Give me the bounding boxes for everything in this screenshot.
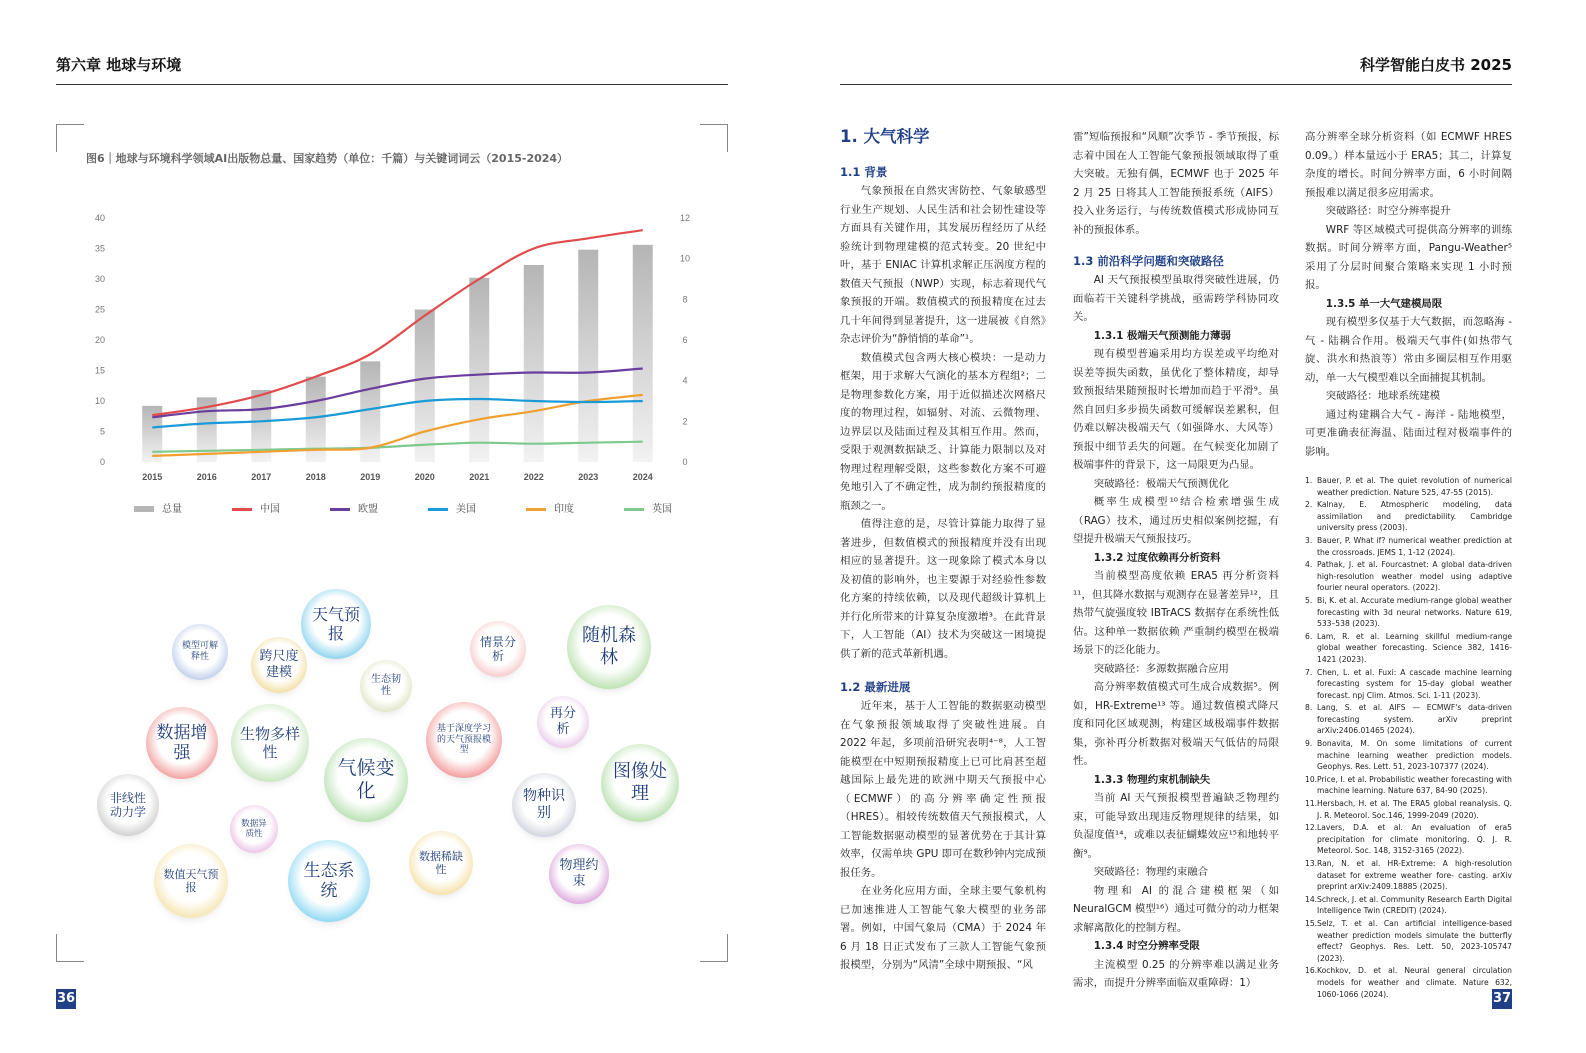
- reference-number: 16.: [1305, 966, 1318, 976]
- left-axis-tick-label: 20: [94, 335, 105, 345]
- reference-number: 15.: [1305, 918, 1318, 928]
- paragraph: 在业务化应用方面，全球主要气象机构已加速推进人工智能气象大模型的业务部署。例如，中国气象局（CMA）于 2024 年 6 月 18 日正式发布了三款人工智能气象预报模型，分别为“风清”全球中期预报、“风: [840, 885, 1046, 971]
- word-cloud-bubble: [172, 624, 228, 680]
- legend-swatch: [232, 508, 252, 511]
- reference-text: Schreck, J. et al. Community Research Earth Digital Intelligence Twin (CREDIT) (2024).: [1317, 894, 1512, 916]
- bar-total: [633, 245, 653, 462]
- x-axis-tick-label: 2020: [414, 472, 435, 482]
- x-axis-tick-label: 2022: [523, 472, 544, 482]
- sub-subsection-heading: 1.3.2 过度依赖再分析资料: [1093, 551, 1221, 564]
- bar-total: [578, 250, 598, 462]
- word-cloud-keyword: 数值天气预报: [163, 867, 219, 894]
- reference-text: Bonavita, M. On some limitations of current machine learning weather prediction models. Geophys. Res. Lett. 51, 2023-107377 (2024).: [1317, 739, 1512, 772]
- bar-total: [524, 265, 544, 462]
- word-cloud-keyword: 生物多样性: [239, 725, 300, 761]
- paragraph: 高分辨率数值模式可生成合成数据⁵。例如，HR-Extreme¹³ 等。通过数值模式降尺度和同化区域观测，构建区域极端事件数据集，弥补再分析数据对极端天气低估的局限性。: [1073, 681, 1279, 767]
- left-axis-tick-label: 35: [94, 243, 105, 254]
- paragraph: WRF 等区域模式可提供高分辨率的训练数据。时间分辨率方面，Pangu-Weather⁵ 采用了分层时间聚合策略来实现 1 小时预报。: [1305, 223, 1512, 291]
- frame-corner-bl: [56, 934, 84, 962]
- reference-text: Hersbach, H. et al. The ERA5 global reanalysis. Q. J. R. Meteorol. Soc.146, 1999-2049 (2020).: [1317, 799, 1512, 820]
- reference-item: [1305, 858, 1512, 893]
- reference-item: [1305, 667, 1512, 702]
- right-header-rule: [840, 84, 1512, 85]
- word-cloud-keyword: 生态系统: [303, 860, 355, 901]
- paragraph: 突破路径：极端天气预测优化: [1093, 477, 1229, 490]
- left-axis-tick-label: 0: [99, 457, 105, 467]
- word-cloud-keyword: 再分析: [549, 706, 576, 737]
- paragraph: 值得注意的是，尽管计算能力取得了显著进步，但数值模式的预报精度并没有出现相应的显著提升。这一现象除了模式本身以及初值的影响外，也主要源于对经验性参数化方案的持续依赖，以及现代超级计算机上并行化所带来的计算复杂度激增³。在此背景下，人工智能（AI）技术为突破这一困境提供了新的范式革新机遇。: [840, 518, 1046, 660]
- paragraph: AI 天气预报模型虽取得突破性进展，仍面临若干关键科学挑战，亟需跨学科协同攻关。: [1073, 274, 1279, 323]
- reference-number: 10.: [1305, 774, 1318, 784]
- x-axis-tick-label: 2016: [196, 472, 217, 482]
- right-axis-tick-label: 2: [682, 416, 688, 427]
- reference-item: [1305, 822, 1512, 857]
- reference-item: [1305, 535, 1512, 558]
- reference-number: 2.: [1305, 500, 1313, 510]
- publication-trend-chart: [80, 200, 720, 490]
- sub-subsection-heading: 1.3.3 物理约束机制缺失: [1093, 773, 1211, 786]
- paragraph: 通过构建耦合大气 - 海洋 - 陆地模型，可更准确表征海温、陆面过程对极端事件的影响。: [1305, 408, 1512, 458]
- word-cloud-keyword: 情景分析: [479, 634, 516, 663]
- word-cloud-bubble: [470, 621, 526, 677]
- chart-legend: [134, 500, 694, 516]
- word-cloud-keyword: 物种识别: [523, 788, 565, 821]
- left-page-number: 36: [56, 989, 76, 1009]
- reference-text: Lang, S. et al. AIFS — ECMWF's data-driven forecasting system. arXiv preprint arXiv:2406.01465 (2024).: [1317, 703, 1512, 736]
- right-axis-tick-label: 4: [682, 375, 688, 386]
- sub-subsection-heading: 1.3.1 极端天气预测能力薄弱: [1093, 329, 1231, 342]
- reference-number: 1.: [1305, 476, 1313, 485]
- left-axis-tick-label: 30: [94, 274, 105, 284]
- reference-number: 11.: [1305, 799, 1318, 809]
- left-chapter-header: 第六章 地球与环境: [56, 56, 182, 74]
- reference-item: [1305, 918, 1512, 964]
- word-cloud-keyword: 图像处理: [613, 761, 667, 804]
- series-line-欧盟: [152, 368, 643, 417]
- reference-text: Price, I. et al. Probabilistic weather forecasting with machine learning. Nature 637, 84-90 (2025).: [1317, 774, 1512, 796]
- paragraph: 现有模型普遍采用均方误差或平均绝对误差等损失函数，虽优化了整体精度，却导致预报结果随预报时长增加而趋于平滑⁹。虽然自回归多步损失函数可缓解误差累积，但仍难以解决极端天气（如强降水、大风等）预报中细节丢失的问题。在气候变化加剧了极端事件的背景下，这一局限更为凸显。: [1073, 348, 1279, 471]
- reference-text: Lavers, D.A. et al. An evaluation of era5 precipitation for climate monitoring. Q. J. R. Meteorol. Soc. 148, 3152-3165 (2022).: [1317, 823, 1512, 856]
- paragraph: 当前模型高度依赖 ERA5 再分析资料¹¹，但其降水数据与观测存在显著差异¹²，且热带气旋强度较 IBTrACS 数据存在系统性低估。这种单一数据依赖 严重制约模型在极端场景下的泛化能力。: [1073, 570, 1279, 656]
- word-cloud-bubble: [360, 660, 412, 712]
- legend-item: [526, 500, 574, 515]
- paragraph: 突破路径：物理约束融合: [1093, 866, 1209, 878]
- word-cloud-bubble: [567, 605, 651, 689]
- reference-number: 7.: [1305, 667, 1313, 677]
- reference-text: Pathak, J. et al. Fourcastnet: A global data-driven high-resolution weather model using adaptive fourier neural operators. (2022).: [1317, 560, 1512, 593]
- word-cloud-bubble: [324, 738, 408, 822]
- reference-text: Bauer, P. What if? numerical weather prediction at the crossroads. JEMS 1, 1-12 (2024).: [1317, 535, 1512, 557]
- word-cloud-bubble: [251, 637, 307, 693]
- legend-label: 英国: [652, 504, 672, 515]
- word-cloud-keyword: 模型可解释性: [181, 641, 218, 662]
- x-axis-tick-label: 2015: [142, 472, 163, 482]
- reference-text: Ran, N. et al. HR-Extreme: A high-resolution dataset for extreme weather fore- casting. arXiv preprint arXiv:2409.18885 (2025).: [1317, 859, 1512, 892]
- word-cloud-bubble: [301, 589, 371, 659]
- word-cloud-keyword: 非线性动力学: [109, 790, 146, 819]
- paragraph: 现有模型多仅基于大气数据，而忽略海 - 气 - 陆耦合作用。极端天气事件(如热带气旋、洪水和热浪等）常由多圈层相互作用驱动，单一大气模型难以全面捕捉其机制。: [1305, 316, 1512, 384]
- reference-item: [1305, 738, 1512, 773]
- reference-item: [1305, 559, 1512, 594]
- paragraph: 物理和 AI 的混合建模框架（如 NeuralGCM 模型¹⁶）通过可微分的动力框架求解离散化的控制方程。: [1073, 884, 1279, 934]
- reference-number: 6.: [1305, 631, 1313, 641]
- paragraph: 数值模式包含两大核心模块：一是动力框架，用于求解大气演化的基本方程组²；二是物理参数化方案，用于近似描述次网格尺度的物理过程，如辐射、对流、云微物理、边界层以及陆面过程及其相互作用。然而，受限于观测数据缺乏、计算能力限制以及对物理过程理解受限，这些参数化方案不可避免地引入了不确定性，成为制约预报精度的瓶颈之一。: [840, 351, 1046, 512]
- word-cloud-keyword: 生态韧性: [371, 674, 401, 697]
- x-axis-tick-label: 2019: [360, 472, 381, 482]
- legend-swatch: [526, 508, 546, 511]
- left-axis-tick-label: 40: [94, 213, 105, 223]
- bar-total: [415, 310, 435, 463]
- legend-label: 美国: [456, 504, 476, 515]
- reference-text: Lam, R. et al. Learning skillful medium-range global weather forecasting. Science 382, 1416-1421 (2023).: [1317, 631, 1512, 664]
- reference-item: [1305, 965, 1512, 1000]
- right-axis-tick-label: 10: [679, 253, 691, 264]
- reference-number: 13.: [1305, 859, 1318, 868]
- left-axis-tick-label: 5: [99, 426, 105, 437]
- frame-corner-tl: [56, 124, 84, 152]
- reference-item: [1305, 631, 1512, 666]
- word-cloud-bubble: [97, 774, 159, 836]
- legend-swatch: [134, 506, 154, 512]
- right-axis-tick-label: 8: [682, 294, 688, 305]
- legend-item: [330, 500, 378, 515]
- x-axis-tick-label: 2023: [578, 472, 599, 482]
- word-cloud-bubble: [409, 831, 473, 895]
- paragraph: 突破路径：多源数据融合应用: [1093, 662, 1229, 675]
- word-cloud-bubble: [601, 744, 679, 822]
- word-cloud-keyword: 数据异质性: [241, 818, 267, 839]
- sub-subsection-heading: 1.3.4 时空分辨率受限: [1093, 940, 1200, 952]
- right-book-header: 科学智能白皮书 2025: [1360, 56, 1512, 74]
- x-axis-tick-label: 2021: [469, 472, 490, 482]
- legend-label: 印度: [554, 504, 574, 515]
- paragraph: 概率生成模型¹⁰结合检索增强生成（RAG）技术，通过历史相似案例挖掘，有望提升极端天气预报技巧。: [1073, 496, 1279, 545]
- paragraph: 突破路径：时空分辨率提升: [1325, 205, 1451, 217]
- reference-number: 5.: [1305, 595, 1313, 605]
- word-cloud-keyword: 数据增强: [156, 722, 208, 763]
- paragraph: 气象预报在自然灾害防控、气象敏感型行业生产规划、人民生活和社会韧性建设等方面具有关键作用，其发展历程经历了从经验统计到物理建模的范式转变。20 世纪中叶，基于 ENIAC 计算机求解正压涡度方程的数值天气预报（NWP）实现，标志着现代气象预报的开端。数值模式的预报精度在过去几十年间得到显著提升，这一进展被《自然》杂志评价为“静悄悄的革命”¹。: [840, 185, 1046, 345]
- word-cloud-bubble: [230, 805, 278, 853]
- sub-subsection-heading: 1.3.5 单一大气建模局限: [1325, 297, 1443, 310]
- word-cloud-keyword: 气候变化: [337, 757, 395, 802]
- paragraph: 近年来，基于人工智能的数据驱动模型在气象预报领域取得了突破性进展。自 2022 年起，多项前沿研究表明⁴⁻⁸，人工智能模型在中短期预报精度上已可比肩甚至超越国际上最先进的欧洲中期天气预报中心（ECMWF）的高分辨率确定性预报（HRES）。相较传统数值天气预报模式，人工智能数据驱动模型的显著优势在于其计算效率，仅需单块 GPU 即可在数秒钟内完成预报任务。: [840, 700, 1046, 879]
- figure-title: 图6｜地球与环境科学领域AI出版物总量、国家趋势（单位：千篇）与关键词词云（2015-2024）: [86, 152, 569, 165]
- bar-total: [469, 278, 489, 462]
- subsection-heading-background: 1.1 背景: [840, 165, 888, 179]
- paragraph: 高分辨率全球分析资料（如 ECMWF HRES 0.09。）样本量远小于 ERA5；其二，计算复杂度的增长。时间分辨率方面，6 小时间隔预报难以满足很多应用需求。: [1305, 131, 1512, 199]
- right-axis-tick-label: 0: [682, 457, 688, 467]
- legend-swatch: [624, 508, 644, 511]
- word-cloud-bubble: [288, 840, 370, 922]
- word-cloud-keyword: 天气预报: [311, 604, 360, 643]
- left-axis-tick-label: 15: [94, 365, 105, 376]
- paragraph: 主流模型 0.25 的分辨率难以满足业务需求，而提升分辨率面临双重障碍：1）: [1073, 958, 1279, 989]
- reference-text: Kochkov, D. et al. Neural general circulation models for weather and climate. Nature 632, 1060-1066 (2024).: [1317, 966, 1512, 999]
- paragraph: 突破路径：地球系统建模: [1325, 390, 1441, 402]
- word-cloud-bubble: [146, 707, 218, 779]
- legend-label: 中国: [260, 504, 280, 515]
- reference-item: [1305, 595, 1512, 630]
- legend-item: [232, 500, 280, 515]
- series-line-中国: [152, 230, 643, 415]
- word-cloud-bubble: [537, 696, 589, 748]
- series-line-英国: [152, 442, 643, 452]
- word-cloud-keyword: 物理约束: [559, 858, 599, 889]
- reference-list: [1305, 475, 1512, 1000]
- word-cloud-keyword: 数据稀缺性: [419, 849, 463, 876]
- x-axis-tick-label: 2017: [251, 472, 272, 482]
- reference-item: [1305, 702, 1512, 737]
- word-cloud-keyword: 跨尺度建模: [259, 649, 299, 680]
- reference-item: [1305, 475, 1512, 498]
- reference-number: 14.: [1305, 894, 1318, 904]
- left-axis-tick-label: 10: [94, 396, 105, 406]
- word-cloud-bubble: [231, 704, 309, 782]
- right-axis-tick-label: 12: [679, 213, 691, 223]
- frame-corner-tr: [700, 124, 728, 152]
- reference-number: 9.: [1305, 739, 1313, 749]
- frame-corner-br: [700, 934, 728, 962]
- reference-number: 8.: [1305, 703, 1313, 713]
- reference-item: [1305, 774, 1512, 797]
- text-column-1: [840, 124, 1046, 975]
- subsection-heading-latest-progress: 1.2 最新进展: [840, 680, 911, 694]
- reference-item: [1305, 499, 1512, 534]
- reference-text: Bauer, P. et al. The quiet revolution of numerical weather prediction. Nature 525, 47-55 (2015).: [1317, 476, 1512, 497]
- word-cloud-bubble: [512, 773, 576, 837]
- word-cloud-keyword: 随机森林: [582, 625, 636, 668]
- reference-number: 12.: [1305, 823, 1318, 833]
- reference-number: 4.: [1305, 560, 1313, 570]
- legend-swatch: [330, 508, 350, 511]
- reference-text: Chen, L. et al. Fuxi: A cascade machine learning forecasting system for 15-day global weather forecast. npj Clim. Atmos. Sci. 1-11 (2023).: [1317, 667, 1512, 700]
- reference-item: [1305, 894, 1512, 917]
- reference-item: [1305, 798, 1512, 821]
- legend-item: [428, 500, 476, 515]
- section-heading-atmospheric-science: 1. 大气科学: [840, 127, 930, 146]
- reference-text: Kalnay, E. Atmospheric modeling, data assimilation and predictability. Cambridge university press (2003).: [1317, 500, 1512, 533]
- word-cloud-bubble: [426, 702, 502, 778]
- x-axis-tick-label: 2024: [632, 472, 653, 482]
- right-page-number: 37: [1492, 989, 1512, 1009]
- legend-item: [624, 500, 672, 515]
- text-column-3: [1305, 128, 1512, 1001]
- x-axis-tick-label: 2018: [305, 472, 326, 482]
- left-header-rule: [56, 84, 728, 85]
- word-cloud-bubble: [154, 844, 228, 918]
- legend-label: 总量: [162, 504, 182, 515]
- left-axis-tick-label: 25: [94, 304, 105, 315]
- reference-text: Bi, K. et al. Accurate medium-range global weather forecasting with 3d neural networks. Nature 619, 533–538 (2023).: [1317, 595, 1512, 629]
- right-axis-tick-label: 6: [682, 335, 688, 345]
- word-cloud-bubble: [549, 844, 609, 904]
- legend-item: [134, 500, 182, 515]
- paragraph: 雷”短临预报和“风顺”次季节 - 季节预报，标志着中国在人工智能气象预报领域取得了重大突破。无独有偶，ECMWF 也于 2025 年 2 月 25 日将其人工智能预报系统（AIFS）投入业务运行，与传统数值模式形成协同互补的预报体系。: [1073, 131, 1279, 236]
- subsection-heading-frontier-problems: 1.3 前沿科学问题和突破路径: [1073, 254, 1224, 268]
- reference-number: 3.: [1305, 535, 1313, 545]
- paragraph: 当前 AI 天气预报模型普遍缺乏物理约束，可能导致出现违反物理规律的结果，如负湿度值¹⁴，或难以表征蝴蝶效应¹⁵和地转平衡⁹。: [1073, 792, 1279, 860]
- reference-text: Selz, T. et al. Can artificial intelligence-based weather prediction models simulate the butterfly effect? Geophys. Res. Lett. 50, 2023-105747 (2023).: [1317, 918, 1512, 963]
- legend-label: 欧盟: [358, 504, 378, 515]
- word-cloud-keyword: 基于深度学习的天气预报模型: [436, 723, 491, 756]
- text-column-2: [1073, 128, 1279, 993]
- legend-swatch: [428, 508, 448, 511]
